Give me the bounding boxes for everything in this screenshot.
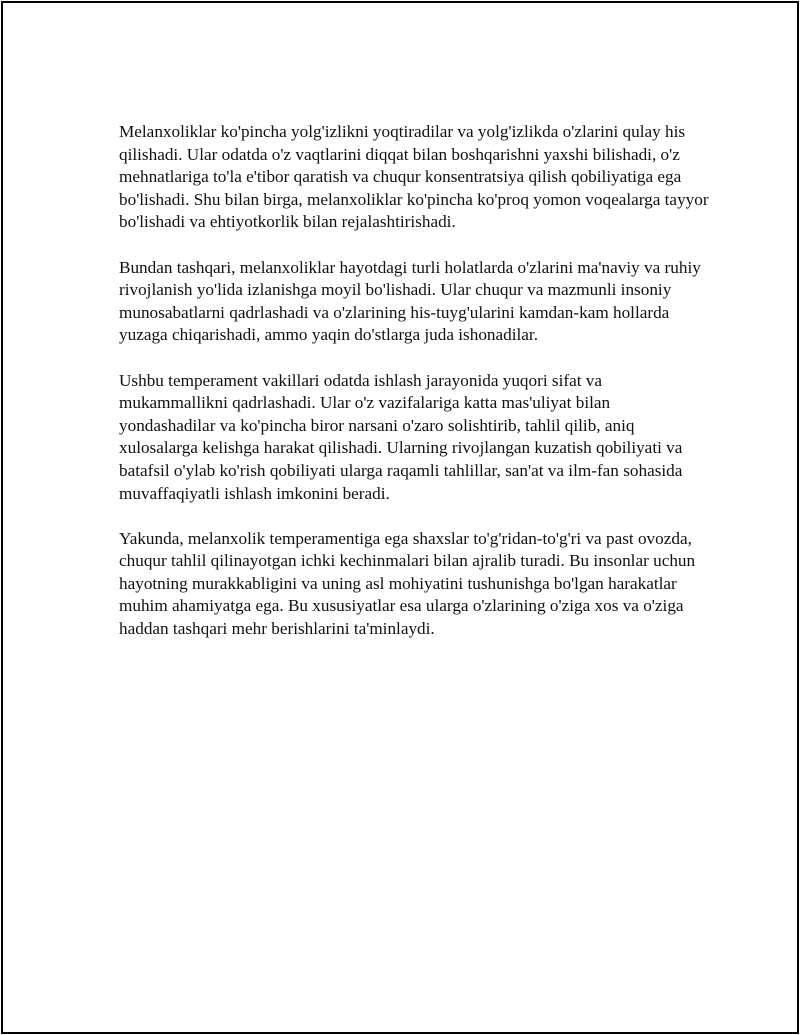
- paragraph-1: Melanxoliklar ko'pincha yolg'izlikni yoqtiradilar va yolg'izlikda o'zlarini qulay his qilishadi. Ular odatda o'z vaqtlarini diqqat bilan boshqarishni yaxshi bilishadi, o'z mehnatlariga to'la e'tibor qaratish va chuqur konsentratsiya qilish qobiliyatiga ega bo'lishadi. Shu bilan birga, melanxoliklar ko'pincha ko'proq yomon voqealarga tayyor bo'lishadi va ehtiyotkorlik bilan rejalashtirishadi.: [119, 122, 709, 232]
- paragraph-3: Ushbu temperament vakillari odatda ishlash jarayonida yuqori sifat va mukammallikni qadrlashadi. Ular o'z vazifalariga katta mas'uliyat bilan yondashadilar va ko'pincha biror narsani o'zaro solishtirib, tahlil qilib, aniq xulosalarga kelishga harakat qilishadi. Ularning rivojlangan kuzatish qobiliyati va batafsil o'ylab ko'rish qobiliyati ularga raqamli tahlillar, san'at va ilm-fan sohasida muvaffaqiyatli ishlash imkonini beradi.: [119, 370, 683, 503]
- paragraph-2: Bundan tashqari, melanxoliklar hayotdagi turli holatlarda o'zlarini ma'naviy va ruhiy rivojlanish yo'lida izlanishga moyil bo'lishadi. Ular chuqur va mazmunli insoniy munosabatlarni qadrlashadi va o'zlarining his-tuyg'ularini kamdan-kam hollarda yuzaga chiqarishadi, ammo yaqin do'stlarga juda ishonadilar.: [119, 257, 701, 345]
- document-page: [1, 1, 799, 1034]
- paragraph-4: Yakunda, melanxolik temperamentiga ega shaxslar to'g'ridan-to'g'ri va past ovozda, chuqur tahlil qilinayotgan ichki kechinmalari bilan ajralib turadi. Bu insonlar uchun hayotning murakkabligini va uning asl mohiyatini tushunishga bo'lgan harakatlar muhim ahamiyatga ega. Bu xususiyatlar esa ularga o'zlarining o'ziga xos va o'ziga haddan tashqari mehr berishlarini ta'minlaydi.: [119, 528, 696, 639]
- document-body: [119, 121, 709, 663]
